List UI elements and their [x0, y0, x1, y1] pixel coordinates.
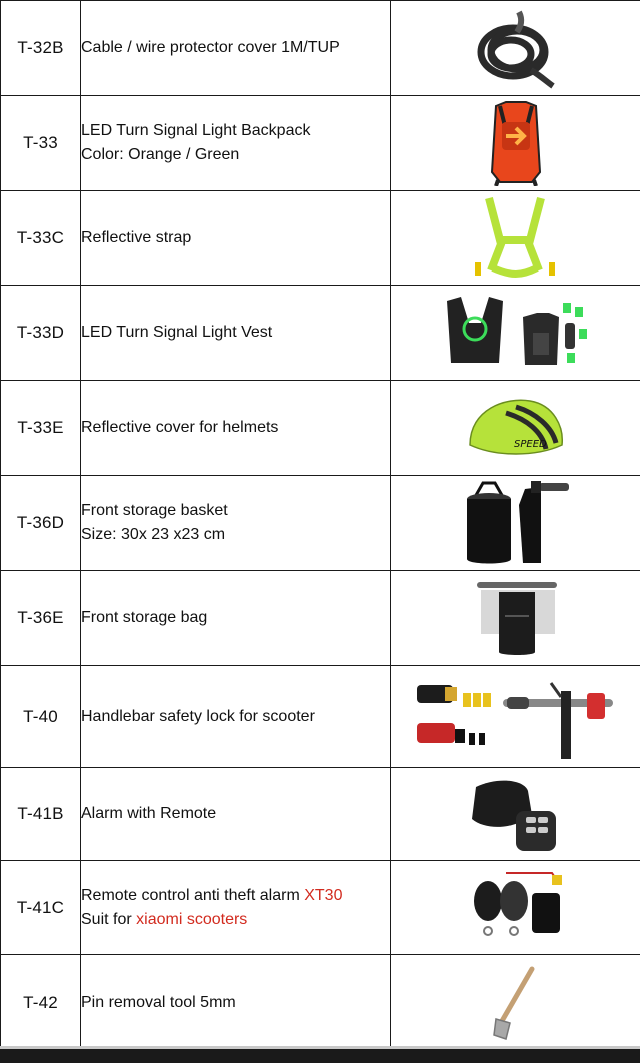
- storage-basket-icon: [461, 479, 571, 567]
- handlebar-lock-icon: [411, 673, 621, 761]
- product-image: [391, 571, 640, 666]
- item-code: T-33E: [1, 381, 81, 476]
- reflective-strap-icon: [471, 194, 561, 282]
- xt30-alarm-icon: [466, 865, 566, 951]
- item-code: T-33D: [1, 286, 81, 381]
- alarm-remote-icon: [466, 773, 566, 855]
- led-backpack-icon: [486, 100, 546, 186]
- helmet-cover-icon: [466, 393, 566, 463]
- cable-coil-icon: [471, 6, 561, 91]
- item-description: Alarm with Remote: [81, 768, 391, 861]
- storage-bag-icon: [471, 576, 561, 660]
- item-code: T-33C: [1, 191, 81, 286]
- item-description: [81, 861, 391, 955]
- description-text: Suit for: [81, 910, 137, 928]
- item-description: Handlebar safety lock for scooter: [81, 666, 391, 768]
- description-text: Remote control anti theft alarm: [81, 886, 305, 904]
- product-image: [391, 666, 640, 768]
- item-code: T-40: [1, 666, 81, 768]
- item-code: T-41C: [1, 861, 81, 955]
- table-row: [1, 571, 640, 666]
- item-description: Reflective cover for helmets: [81, 381, 391, 476]
- item-code: T-42: [1, 955, 81, 1051]
- product-image: [391, 861, 640, 955]
- item-description: Front storage basket Size: 30x 23 x23 cm: [81, 476, 391, 571]
- compatibility-highlight: xiaomi scooters: [136, 910, 248, 928]
- table-row: [1, 191, 640, 286]
- item-description: Pin removal tool 5mm: [81, 955, 391, 1051]
- table-row: [1, 861, 640, 955]
- item-description: LED Turn Signal Light Backpack Color: Orange / Green: [81, 96, 391, 191]
- table-row: [1, 96, 640, 191]
- product-image: [391, 476, 640, 571]
- item-code: T-33: [1, 96, 81, 191]
- model-highlight: XT30: [304, 886, 343, 904]
- item-description: Reflective strap: [81, 191, 391, 286]
- product-image: [391, 381, 640, 476]
- helmet-brand-label: SPEED: [514, 439, 547, 450]
- table-row: [1, 955, 640, 1051]
- table-row: [1, 1, 640, 96]
- product-image: [391, 1, 640, 96]
- item-description: LED Turn Signal Light Vest: [81, 286, 391, 381]
- table-row: [1, 381, 640, 476]
- product-image: [391, 191, 640, 286]
- table-row: [1, 666, 640, 768]
- product-image: [391, 955, 640, 1051]
- table-row: [1, 768, 640, 861]
- product-image: [391, 96, 640, 191]
- item-description: Front storage bag: [81, 571, 391, 666]
- pin-tool-icon: [486, 963, 546, 1043]
- item-code: T-41B: [1, 768, 81, 861]
- led-vest-icon: [441, 293, 591, 373]
- table-row: [1, 476, 640, 571]
- item-description: Cable / wire protector cover 1M/TUP: [81, 1, 391, 96]
- item-code: T-36E: [1, 571, 81, 666]
- item-code: T-32B: [1, 1, 81, 96]
- product-image: [391, 768, 640, 861]
- product-image: [391, 286, 640, 381]
- table-row: [1, 286, 640, 381]
- bottom-border: [0, 1049, 640, 1063]
- item-code: T-36D: [1, 476, 81, 571]
